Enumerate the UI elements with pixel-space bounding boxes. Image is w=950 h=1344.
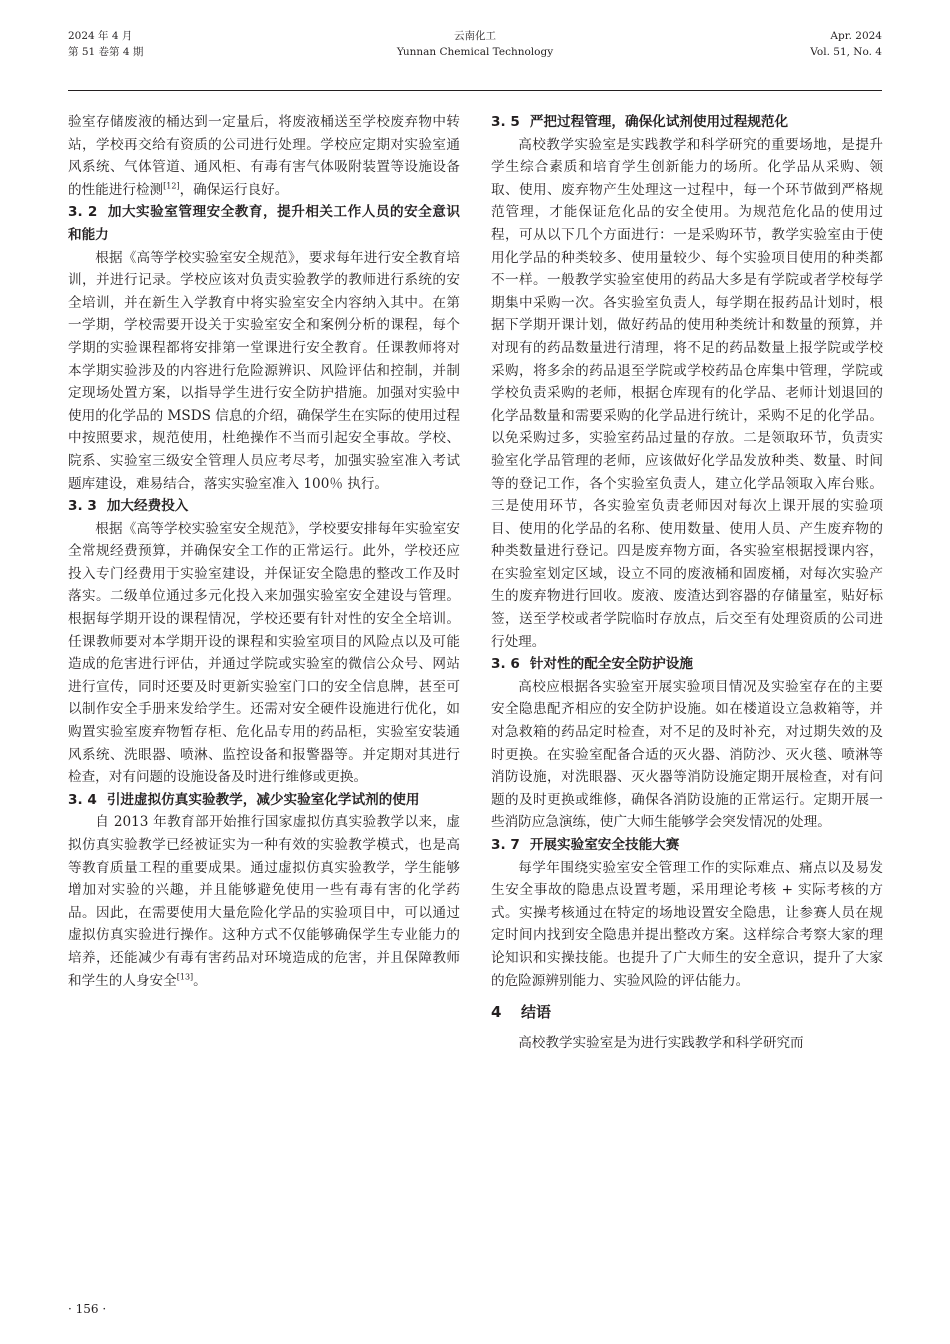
header-volume-en: Vol. 51, No. 4 xyxy=(810,46,882,58)
paragraph: 高校教学实验室是实践教学和科学研究的重要场地，是提升学生综合素质和培育学生创新能力的场所。化学品从采购、领取、使用、废弃物产生处理这一过程中，每一个环节做到严格规范管理，才能保证危化品的安全使用。为规范危化品的使用过程，可从以下几个方面进行：一是采购环节，教学实验室由于使用化学品的种类较多、使用量较少、每个实验项目使用的种类都不一样。一般教学实验室使用的药品大多是有学院或者学校每学期集中采购一次。各实验室负责人，每学期在报药品计划时，根据下学期开课计划，做好药品的使用种类统计和数量的预算，并对现有的药品数量进行清理，将不足的药品数量上报学院或学校采购，将多余的药品退至学院或学校药品仓库集中管理，学院或学校负责采购的老师，根据仓库现有的化学品、老师计划退回的化学品数量和需要采购的化学品进行统计，采购不足的化学品。以免采购过多，实验室药品过量的存放。二是领取环节，负责实验室化学品管理的老师，应该做好化学品发放种类、数量、时间等的登记工作，各个实验室负责人，建立化学品领取入库台账。三是使用环节，各实验室负责老师因对每次上课开展的实验项目、使用的化学品的名称、使用数量、使用人员、产生废弃物的种类数量进行登记。四是废弃物方面，各实验室根据授课内容，在实验室划定区域，设立不同的废液桶和固废桶，对每次实验产生的废弃物进行回收。废液、废渣达到容器的存储量室，贴好标签，送至学校或者学院临时存放点，后交至有处理资质的公司进行处理。 xyxy=(491,136,883,650)
header-center xyxy=(68,28,882,60)
paragraph: 高校教学实验室是为进行实践教学和科学研究而 xyxy=(518,1035,804,1052)
section-heading-3-5: 3. 5 严把过程管理，确保化试剂使用过程规范化 xyxy=(491,114,789,130)
running-header xyxy=(68,28,882,91)
paragraph: 自 2013 年教育部开始推行国家虚拟仿真实验教学以来，虚拟仿真实验教学已经被证实为一种有效的实验教学模式，也是高等教育质量工程的重要成果。通过虚拟仿真实验教学，学生能够增加对实验的兴趣，并且能够避免使用一些有毒有害的化学药品。因此，在需要使用大量危险化学品的实验项目中，可以通过虚拟仿真实验进行操作。这种方式不仅能够确保学生专业能力的培养，还能减少有毒有害药品对环境造成的危害，并且保障教师和学生的人身安全[13]。 xyxy=(68,814,460,989)
section-heading-3-4: 3. 4 引进虚拟仿真实验教学，减少实验室化学试剂的使用 xyxy=(68,791,420,808)
right-column xyxy=(491,111,883,1055)
paragraph: 高校应根据各实验室开展实验项目情况及实验室存在的主要安全隐患配齐相应的安全防护设施。如在楼道设立急救箱等，并对急救箱的药品定时检查，对不足的及时补充，对过期失效的及时更换。在实验室配备合适的灭火器、消防沙、灭火毯、喷淋等消防设施，对洗眼器、灭火器等消防设施定期开展检查，对有问题的及时更换或维修，确保各消防设施的正常运行。定期开展一些消防应急演练，使广大师生能够学会突发情况的处理。 xyxy=(491,678,883,831)
header-date-en: Apr. 2024 xyxy=(830,30,882,42)
section-heading-3-3: 3. 3 加大经费投入 xyxy=(68,498,189,515)
header-right xyxy=(810,28,882,60)
paragraph: 每学年围绕实验室安全管理工作的实际难点、痛点以及易发生安全事故的隐患点设置考题，采用理论考核 + 实际考核的方式。实操考核通过在特定的场地设置安全隐患，让参赛人员在规定时间内找到安全隐患并提出整改方案。这样综合考察大家的理论知识和实操技能。也提升了广大师生的安全意识，提升了大家的危险源辨别能力、实验风险的评估能力。 xyxy=(491,859,883,989)
paragraph: 验室存储废液的桶达到一定量后，将废液桶送至学校废弃物中转站，学校再交给有资质的公司进行处理。学校应定期对实验室通风系统、气体管道、通风柜、有毒有害气体吸附装置等设施设备的性能进行检测[12]，确保运行良好。 xyxy=(68,114,460,198)
section-heading-3-2: 3. 2 加大实验室管理安全教育，提升相关工作人员的安全意识和能力 xyxy=(68,204,460,243)
left-column xyxy=(68,111,460,992)
page-number: · 156 · xyxy=(68,1302,107,1316)
section-heading-3-7: 3. 7 开展实验室安全技能大赛 xyxy=(491,837,680,853)
citation: [12] xyxy=(163,181,180,191)
journal-name-en: Yunnan Chemical Technology xyxy=(396,46,554,58)
header-date: 2024 年 4 月 xyxy=(68,30,133,42)
paragraph: 根据《高等学校实验室安全规范》，学校要安排每年实验室安全常规经费预算，并确保安全工作的正常运行。此外，学校还应投入专门经费用于实验室建设，并保证安全隐患的整改工作及时落实。二级单位通过多元化投入来加强实验室安全建设与管理。根据每学期开设的课程情况，学校还要有针对性的安全全培训。任课教师要对本学期开设的课程和实验室项目的风险点以及可能造成的危害进行评估，并通过学院或实验室的微信公众号、网站进行宣传，同时还要及时更新实验室门口的安全信息牌，甚至可以制作安全手册来发给学生。还需对安全硬件设施进行优化，如购置实验室废弃物暂存柜、危化品专用的药品柜，实验室安装通风系统、洗眼器、喷淋、监控设备和报警器等。并定期对其进行检查，对有问题的设施设备及时进行维修或更换。 xyxy=(68,520,460,786)
paragraph: 根据《高等学校实验室安全规范》，要求每年进行安全教育培训，并进行记录。学校应该对负责实验教学的教师进行系统的安全培训，并在新生入学教育中将实验室安全内容纳入其中。在第一学期，学校需要开设关于实验室安全和案例分析的课程，每个学期的实验课程都将安排第一堂课进行安全教育。任课教师将对本学期实验涉及的内容进行危险源辨识、风险评估和控制，并制定现场处置方案，以指导学生进行安全防护措施。加强对实验中使用的化学品的 MSDS 信息的介绍，确保学生在实际的使用过程中按照要求，规范使用，杜绝操作不当而引起安全事故。学校、院系、实验室三级安全管理人员应考尽考，加强实验室准入考试 题库建设，难易结合，落实实验室准入 100％ 执行。 xyxy=(68,249,460,492)
section-heading-4: 4 结语 xyxy=(491,1003,552,1022)
section-heading-3-6: 3. 6 针对性的配全安全防护设施 xyxy=(491,656,693,673)
header-volume: 第 51 卷第 4 期 xyxy=(68,46,144,58)
journal-name-cn: 云南化工 xyxy=(454,30,496,42)
citation: [13] xyxy=(176,972,194,982)
